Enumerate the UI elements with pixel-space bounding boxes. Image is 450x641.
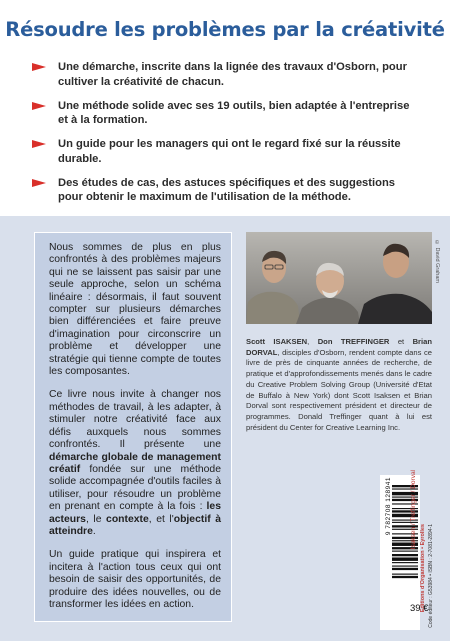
arrow-icon xyxy=(32,102,46,110)
authors-photo-illustration xyxy=(246,232,432,324)
arrow-icon xyxy=(32,140,46,148)
list-item: Une méthode solide avec ses 19 outils, bien adaptée à l'entreprise et à la formation. xyxy=(32,99,422,128)
list-item: Des études de cas, des astuces spécifiques et des suggestions pour obtenir le maximum de l'utilisation de la méthode. xyxy=(32,176,422,205)
authors-photo xyxy=(246,232,432,324)
isbn-text: Code éditeur : G53984 • ISBN : 2-7081-2894-1 xyxy=(428,524,434,628)
description-paragraph: Ce livre nous invite à changer nos méthodes de travail, à les adapter, à stimuler notre créativité face aux défis auxquels nous sommes confrontés. Il présente une démarche globale de management créatif fondée sur une méthode solide accompagnée d'outils faciles à utiliser, pour résoudre un problème en prenant en compte à la fois : les acteurs, le contexte, et l'objectif à atteindre. xyxy=(49,389,221,537)
bullet-list xyxy=(32,60,422,214)
list-item: Un guide pour les managers qui ont le regard fixé sur la réussite durable. xyxy=(32,137,422,166)
page-title: Résoudre les problèmes par la créativité xyxy=(5,18,445,41)
description-paragraph: Nous sommes de plus en plus confrontés à des problèmes majeurs qui ne se laissent pas saisir par une seule approche, selon un schéma linéaire : désormais, il faut souvent compter sur plusieurs démarches bien différenciées et faire preuve d'imagination pour circonscrire un problème et développer une stratégie qui tienne compte de toutes les composantes. xyxy=(49,242,221,378)
price: 39 € xyxy=(410,603,429,614)
photo-credit: © David Graham xyxy=(434,240,440,283)
publisher-name: Editions d'Organisation • Eyrolles xyxy=(420,524,426,613)
arrow-icon xyxy=(32,179,46,187)
description-paragraph: Un guide pratique qui inspirera et incitera à l'action tous ceux qui ont besoin de saisir des opportunités, de produire des idées nouvelles, ou de transformer les idées en action. xyxy=(49,549,221,610)
list-item: Une démarche, inscrite dans la lignée des travaux d'Osborn, pour cultiver la créativité de chacun. xyxy=(32,60,422,89)
authors-bio: Scott ISAKSEN, Don TREFFINGER et Brian DORVAL, disciples d'Osborn, rendent compte dans ce livre de près de cinquante années de recherche, de pratique et d'approfondissements menés dans le cadre du Creative Problem Solving Group (Université d'Etat de Buffalo à New York) dont Scott Isaksen et Brian Dorval sont respectivement président et directeur de programmes. Donald Treffinger quant à lui est président du Center for Creative Learning Inc. xyxy=(246,337,432,432)
arrow-icon xyxy=(32,63,46,71)
description-box xyxy=(34,232,232,622)
brand-logo: Isaksen / Treffinger / Dorval xyxy=(410,470,417,550)
barcode-number: 9 782708 128941 xyxy=(385,477,392,536)
